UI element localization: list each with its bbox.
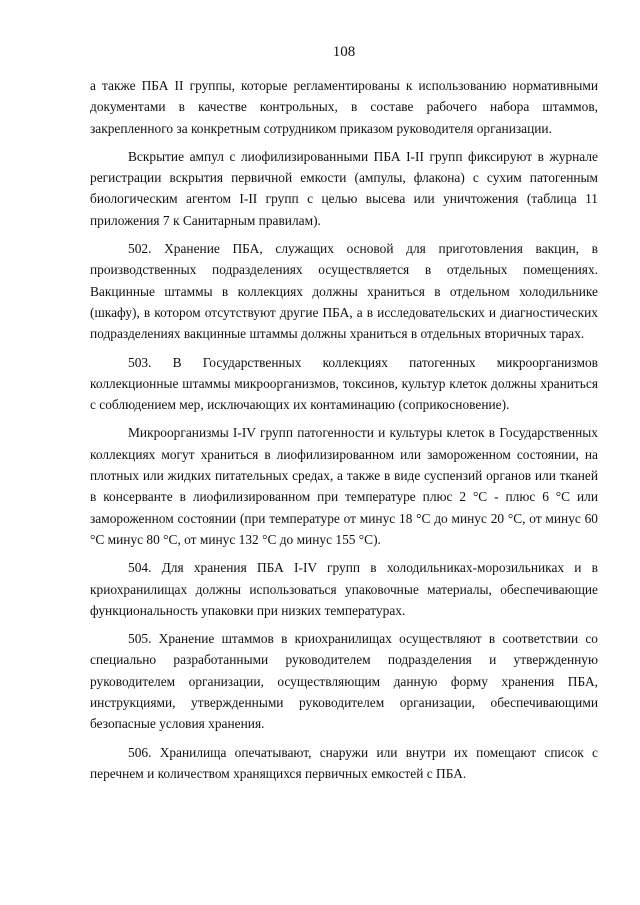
page-number: 108: [332, 44, 356, 60]
paragraph-503: 503. В Государственных коллекциях патогенных микроорганизмов коллекционные штаммы микроорганизмов, токсинов, культур клеток должны храниться с соблюдением мер, исключающих их контаминацию (соприкосновение).: [90, 354, 598, 413]
paragraph-506: 506. Хранилища опечатывают, снаружи или внутри их помещают список с перечнем и количеством хранящихся первичных емкостей с ПБА.: [90, 744, 598, 781]
paragraph-505: 505. Хранение штаммов в криохранилищах осуществляют в соответствии со специально разработанными руководителем подразделения и утвержденную руководителем организации, осуществляющим данную форму хранения ПБА, инструкциями, утвержденными руководителем организации, обеспечивающими безопасные условия хранения.: [90, 631, 598, 732]
paragraph-504: 504. Для хранения ПБА I-IV групп в холодильниках-морозильниках и в криохранилищах должны использоваться упаковочные материалы, обеспечивающие функциональность упаковки при низких температурах.: [90, 560, 598, 618]
paragraph-ampoule-opening: Вскрытие ампул с лиофилизированными ПБА I-II групп фиксируют в журнале регистрации вскрытия первичной емкости (ампулы, флакона) с сухим патогенным биологическим агентом I-II групп с целью высева или уничтожения (таблица 11 приложения 7 к Санитарным правилам).: [90, 148, 598, 228]
paragraph-502: 502. Хранение ПБА, служащих основой для приготовления вакцин, в производственных подразделениях осуществляется в отдельных помещениях. Вакцинные штаммы в коллекциях должны храниться в отдельном холодильнике (шкафу), в котором отсутствуют другие ПБА, а в исследовательских и диагностических подразделениях вакцинные штаммы должны храниться в отдельных вторичных тарах.: [90, 241, 598, 342]
paragraph-continuation: а также ПБА II группы, которые регламентированы к использованию нормативными документами в качестве контрольных, в составе рабочего набора штаммов, закрепленного за конкретным сотрудником приказом руководителя организации.: [90, 78, 598, 136]
paragraph-storage-conditions: Микроорганизмы I-IV групп патогенности и культуры клеток в Государственных коллекциях могут храниться в лиофилизированном или замороженном состоянии, на плотных или жидких питательных средах, а также в виде суспензий органов или тканей в консерванте в лиофилизированном при температуре плюс 2 °С - плюс 6 °С или замороженном состоянии (при температуре от минус 18 °С до минус 20 °С, от минус 60 °С минус 80 °С, от минус 132 °С до минус 155 °С).: [90, 425, 598, 547]
